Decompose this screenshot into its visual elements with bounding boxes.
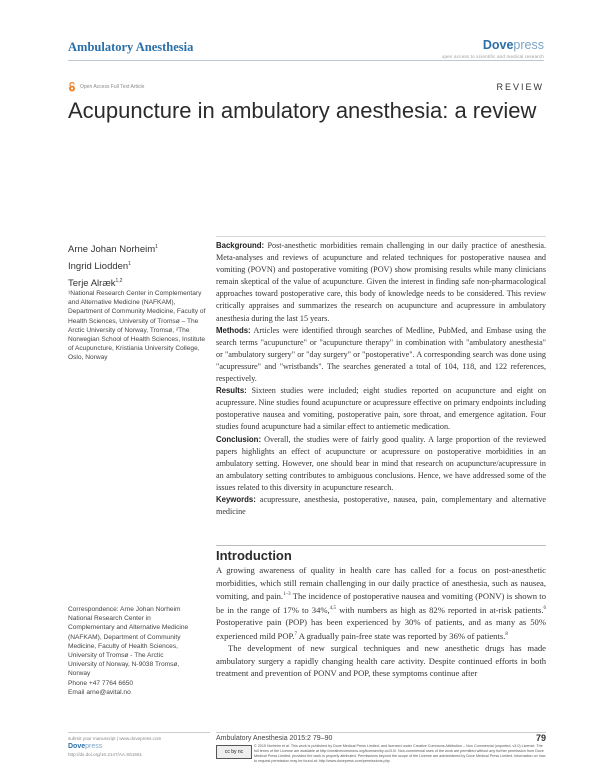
footer-divider [68, 732, 210, 733]
intro-divider [216, 545, 546, 546]
footer-publisher-logo[interactable]: Dovepress [68, 743, 103, 750]
header-divider [68, 60, 544, 61]
publisher-tagline: open access to scientific and medical research [441, 54, 544, 59]
author[interactable]: Terje Alræk$^{1,2}$ [68, 278, 123, 290]
article-type: REVIEW [496, 82, 544, 92]
page-number: 79 [535, 733, 546, 743]
article-title: Acupuncture in ambulatory anesthesia: a review [68, 98, 537, 123]
license-text: © 2015 Norheim et al. This work is published by Dove Medical Press Limited, and licensed under Creative Commons Attribution – Non Commercial (unported, v3.0) License. The full terms of the License are available at http://creativecommons.org/licenses/by-nc/3.0/. Non-commercial uses of the work are permitted without any further permission from Dove Medical Press Limited, provided the work is properly attributed. Permissions beyond the scope of the License are administered by Dove Medical Press Limited. Information on how to request permission may be found at: http://www.dovepress.com/permissions.php [254, 744, 546, 764]
affiliations: ¹National Research Center in Complementary and Alternative Medicine (NAFKAM), Department of Community Medicine, Faculty of Health Sciences, University of Tromsø – The Arctic University of Norway, Tromsø, ²The Norwegian School of Health Sciences, Institute of Acupuncture, Kristiania University College, Oslo, Norway [68, 290, 206, 362]
section-heading-introduction: Introduction [216, 548, 292, 563]
brand-dove: Dove [482, 38, 514, 52]
correspondence-line: Correspondence: Arne Johan Norheim [68, 606, 181, 613]
correspondence-email[interactable]: Email arne@avital.no [68, 688, 131, 696]
correspondence-line: Phone +47 7764 6650 [68, 679, 134, 687]
author[interactable]: Arne Johan Norheim$^1$ [68, 244, 158, 256]
correspondence-line: (NAFKAM), Department of Community [68, 633, 181, 641]
abstract-divider [216, 236, 546, 237]
correspondence-line: University of Tromsø - The Arctic [68, 652, 164, 660]
paragraph: The development of new surgical techniques and new anesthetic drugs has made ambulatory surgery a rapidly changing health care activity. Despite continued efforts in both treatment and prevention of PONV and POP, these symptoms continue after [216, 643, 546, 679]
correspondence-line: Medicine, Faculty of Health Sciences, [68, 642, 178, 650]
author[interactable]: Ingrid Liodden$^1$ [68, 261, 131, 273]
publisher-logo[interactable] [442, 38, 544, 59]
open-access-label: Open Access Full Text Article [80, 84, 145, 90]
paragraph: A growing awareness of quality in health care has called for a focus on post-anesthetic morbidities, which still remain challenging in our daily practice of anesthesia, such as nausea, vomiting, and pain.$^{1-3}$ The incidence of postoperative nausea and vomiting (PONV) is shown to be in the range of 17% to 34%,$^{4,5}$ with numbers as high as 82% reported in at-risk patients.$^6$ Postoperative pain (POP) has been experienced by 30% of patients, and as many as 50% experienced mild POP.$^7$ A gradually pain-free state was reported by 36% of patients.$^8$ [216, 565, 546, 641]
footer-citation: Ambulatory Anesthesia 2015:2 79–90 [216, 735, 333, 742]
creative-commons-icon[interactable]: cc by nc [216, 745, 252, 759]
correspondence-line: Norway [68, 670, 91, 678]
footer-left [68, 735, 161, 759]
correspondence-line: Complementary and Alternative Medicine [68, 624, 189, 632]
correspondence-line: National Research Center in [68, 615, 151, 623]
abstract-keywords: Keywords: acupressure, anesthesia, postoperative, nausea, pain, complementary and alternative medicine [216, 494, 547, 517]
brand-press: press [513, 38, 544, 52]
abstract-background: Background: Post-anesthetic morbidities remain challenging in our daily practice of anesthesia. Meta-analyses and reviews of acupuncture and related techniques for postoperative nausea and vomiting (POVN) and postoperative vomiting (POV) show promising results while many clinicians remain skeptical of the value of acupuncture. Given the interest in finding safe non-pharmacological approaches toward postoperative care, this body of knowledge needs to be considered. This review critically appraises and summarizes the research on acupuncture and acupressure in ambulatory anesthesia during the last 15 years. [216, 241, 546, 323]
open-access-icon [68, 82, 76, 92]
journal-title[interactable]: Ambulatory Anesthesia [68, 40, 194, 54]
footer-divider [216, 732, 546, 733]
submit-link[interactable]: submit your manuscript | www.dovepress.com [68, 736, 162, 741]
open-access-row [68, 82, 144, 92]
abstract-methods: Methods: Articles were identified through searches of Medline, PubMed, and Embase using the search terms "acupuncture" or "acupuncture therapy" in combination with "ambulatory anesthesia" or "ambulatory surgery" or "day surgery" or "postoperative". A corresponding search was done using "acupressure" and "wristbands". The searches generated a total of 104, 118, and 122 references, respectively. [216, 325, 546, 384]
publisher-brand [442, 38, 544, 52]
abstract-results: Results: Sixteen studies were included; eight studies reported on acupuncture and eight on acupressure. Nine studies found acupuncture or acupressure effective on primary endpoints including postoperative nausea and vomiting, postoperative pain, sore throat, and emergence agitation. Four studies found acupuncture had a similar effect to antiemetic medication. [216, 386, 547, 432]
correspondence-line: University of Norway, N-9038 Tromsø, [68, 661, 180, 669]
abstract-conclusion: Conclusion: Overall, the studies were of fairly good quality. A large proportion of the reviewed papers highlights an effect of acupuncture or acupressure on postoperative morbidities in an ambulatory setting. However, one should bear in mind that research on acupuncture/acupressure in an ambulatory setting contributes to ambiguous conclusions. Hence, we have addressed some of the issues related to this diversity in acupuncture research. [216, 434, 546, 492]
correspondence [68, 605, 210, 697]
doi-link[interactable]: http://dx.doi.org/10.2147/AA.S61551 [68, 752, 143, 757]
introduction-body [216, 564, 546, 680]
author-list [68, 240, 158, 291]
abstract [216, 240, 546, 518]
